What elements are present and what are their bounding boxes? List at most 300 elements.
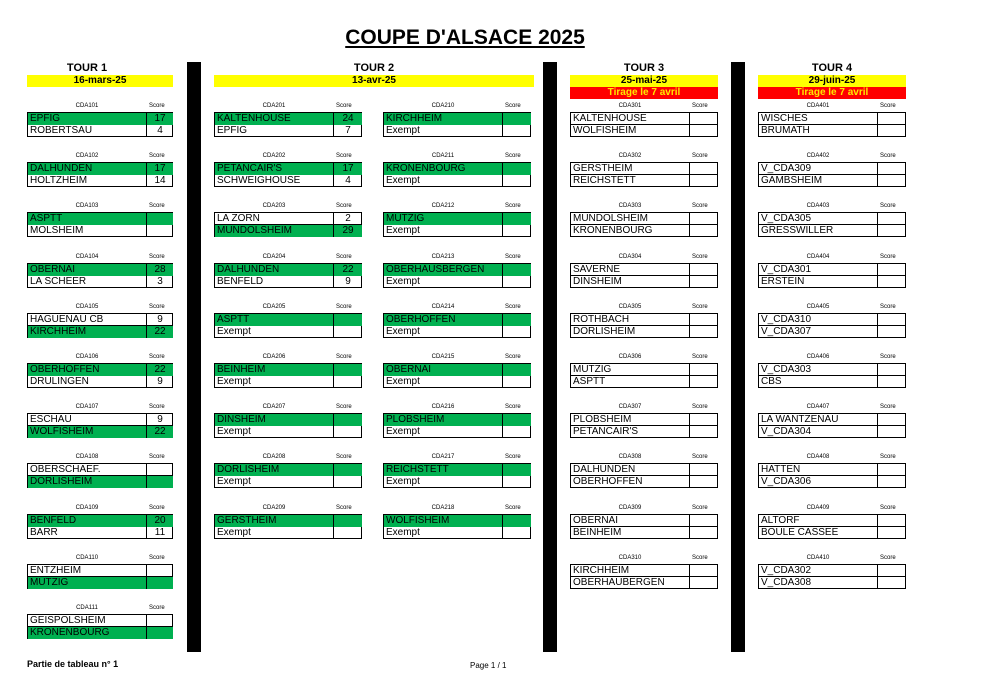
team-row bbox=[759, 565, 905, 577]
match-code: CDA209 bbox=[262, 505, 286, 511]
team-row bbox=[571, 175, 717, 187]
team-score: 3 bbox=[146, 276, 173, 288]
team-row bbox=[571, 414, 717, 426]
team-name: OBERHAUSBERGEN bbox=[384, 264, 502, 276]
team-name: ESCHAU bbox=[30, 414, 72, 425]
team-row bbox=[571, 515, 717, 527]
match-code: CDA407 bbox=[806, 404, 830, 410]
team-row bbox=[384, 476, 530, 488]
team-score bbox=[877, 414, 906, 426]
team-score bbox=[689, 414, 718, 426]
score-header: Score bbox=[880, 304, 896, 310]
team-name: V_CDA309 bbox=[761, 163, 812, 174]
team-row bbox=[384, 175, 530, 187]
team-score bbox=[502, 264, 531, 276]
team-name: PLOBSHEIM bbox=[573, 414, 632, 425]
match-box bbox=[214, 463, 362, 488]
team-name: OBERNAI bbox=[28, 264, 146, 276]
score-header: Score bbox=[692, 203, 708, 209]
score-header: Score bbox=[505, 354, 521, 360]
score-header: Score bbox=[692, 454, 708, 460]
tour-3-date: 25-mai-25 bbox=[570, 75, 718, 87]
tour-2-date: 13-avr-25 bbox=[214, 75, 534, 87]
team-name: KIRCHHEIM bbox=[384, 113, 502, 125]
match-box bbox=[758, 514, 906, 539]
team-score: 2 bbox=[333, 213, 362, 225]
match-box bbox=[214, 313, 362, 338]
tour-2-label: TOUR 2 bbox=[353, 62, 395, 74]
match-box bbox=[214, 413, 362, 438]
team-name: WISCHES bbox=[761, 113, 808, 124]
team-name: KIRCHHEIM bbox=[28, 326, 146, 338]
team-score bbox=[502, 163, 531, 175]
match-code: CDA111 bbox=[76, 605, 98, 611]
match-box bbox=[758, 313, 906, 338]
score-header: Score bbox=[336, 103, 352, 109]
team-row bbox=[215, 276, 361, 288]
match-box bbox=[383, 514, 531, 539]
team-score bbox=[877, 515, 906, 527]
team-row bbox=[759, 264, 905, 276]
match-code: CDA303 bbox=[618, 203, 642, 209]
team-row bbox=[571, 314, 717, 326]
team-row bbox=[384, 414, 530, 426]
team-row bbox=[215, 213, 361, 225]
team-row bbox=[759, 476, 905, 488]
team-row bbox=[759, 175, 905, 187]
team-name: GERSTHEIM bbox=[215, 515, 333, 527]
team-row bbox=[28, 326, 172, 338]
match-code: CDA217 bbox=[431, 454, 455, 460]
score-header: Score bbox=[336, 404, 352, 410]
team-row bbox=[215, 426, 361, 438]
team-name: V_CDA301 bbox=[761, 264, 812, 275]
match-code: CDA304 bbox=[618, 254, 642, 260]
team-row bbox=[215, 175, 361, 187]
match-box bbox=[383, 263, 531, 288]
match-code: CDA309 bbox=[618, 505, 642, 511]
team-name: GEISPOLSHEIM bbox=[30, 615, 106, 626]
team-score bbox=[877, 464, 906, 476]
score-header: Score bbox=[149, 254, 165, 260]
team-score bbox=[333, 476, 362, 488]
team-row bbox=[759, 376, 905, 388]
team-row bbox=[571, 163, 717, 175]
column-separator bbox=[187, 62, 201, 652]
match-code: CDA108 bbox=[75, 454, 99, 460]
match-box bbox=[214, 263, 362, 288]
team-name: EPFIG bbox=[217, 125, 248, 136]
team-score: 17 bbox=[333, 163, 362, 175]
match-box bbox=[27, 212, 173, 237]
match-box bbox=[383, 363, 531, 388]
team-name: ASPTT bbox=[215, 314, 333, 326]
team-name: Exempt bbox=[386, 476, 420, 487]
team-name: BEINHEIM bbox=[215, 364, 333, 376]
match-code: CDA204 bbox=[262, 254, 286, 260]
team-row bbox=[384, 426, 530, 438]
team-score bbox=[877, 426, 906, 438]
team-score bbox=[146, 464, 173, 476]
team-row bbox=[571, 225, 717, 237]
team-name: Exempt bbox=[386, 527, 420, 538]
team-row bbox=[28, 527, 172, 539]
team-row bbox=[28, 426, 172, 438]
match-code: CDA213 bbox=[431, 254, 455, 260]
match-box bbox=[383, 162, 531, 187]
team-name: MOLSHEIM bbox=[30, 225, 84, 236]
team-name: V_CDA305 bbox=[761, 213, 812, 224]
team-row bbox=[571, 364, 717, 376]
team-row bbox=[28, 577, 172, 589]
team-name: OBERHOFFEN bbox=[28, 364, 146, 376]
team-score: 14 bbox=[146, 175, 173, 187]
match-code: CDA212 bbox=[431, 203, 455, 209]
match-box bbox=[570, 212, 718, 237]
team-name: OBERNAI bbox=[573, 515, 619, 526]
team-score bbox=[877, 476, 906, 488]
team-row bbox=[759, 326, 905, 338]
team-row bbox=[28, 476, 172, 488]
team-score bbox=[146, 213, 173, 225]
footer-page-number: Page 1 / 1 bbox=[470, 661, 507, 670]
match-code: CDA410 bbox=[806, 555, 830, 561]
match-code: CDA308 bbox=[618, 454, 642, 460]
team-name: DALHUNDEN bbox=[573, 464, 636, 475]
team-score bbox=[689, 476, 718, 488]
team-score bbox=[689, 326, 718, 338]
team-score bbox=[502, 175, 531, 187]
team-score bbox=[689, 515, 718, 527]
team-row bbox=[384, 113, 530, 125]
team-name: DINSHEIM bbox=[215, 414, 333, 426]
match-box bbox=[27, 413, 173, 438]
match-box bbox=[27, 112, 173, 137]
team-row bbox=[215, 527, 361, 539]
match-code: CDA405 bbox=[806, 304, 830, 310]
score-header: Score bbox=[880, 103, 896, 109]
match-box bbox=[27, 514, 173, 539]
team-name: Exempt bbox=[217, 326, 251, 337]
tour-3-label: TOUR 3 bbox=[623, 62, 665, 74]
match-code: CDA403 bbox=[806, 203, 830, 209]
team-score bbox=[146, 627, 173, 639]
match-code: CDA206 bbox=[262, 354, 286, 360]
team-score bbox=[146, 615, 173, 627]
team-score bbox=[877, 527, 906, 539]
team-name: Exempt bbox=[386, 125, 420, 136]
team-row bbox=[384, 527, 530, 539]
team-name: KRONENBOURG bbox=[384, 163, 502, 175]
team-name: OBERHOFFEN bbox=[573, 476, 643, 487]
team-score bbox=[877, 225, 906, 237]
team-name: DALHUNDEN bbox=[28, 163, 146, 175]
team-row bbox=[28, 175, 172, 187]
team-row bbox=[215, 364, 361, 376]
team-score: 24 bbox=[333, 113, 362, 125]
team-row bbox=[759, 276, 905, 288]
match-box bbox=[383, 112, 531, 137]
team-name: Exempt bbox=[217, 376, 251, 387]
team-score bbox=[333, 527, 362, 539]
match-code: CDA102 bbox=[75, 153, 99, 159]
team-row bbox=[759, 464, 905, 476]
match-box bbox=[570, 162, 718, 187]
team-score bbox=[877, 326, 906, 338]
team-name: BARR bbox=[30, 527, 58, 538]
match-code: CDA306 bbox=[618, 354, 642, 360]
score-header: Score bbox=[149, 404, 165, 410]
team-name: GAMBSHEIM bbox=[761, 175, 823, 186]
score-header: Score bbox=[149, 605, 165, 611]
team-row bbox=[28, 615, 172, 627]
team-score bbox=[877, 364, 906, 376]
tour-3-draw-date: Tirage le 7 avril bbox=[570, 87, 718, 99]
team-row bbox=[384, 326, 530, 338]
score-header: Score bbox=[505, 254, 521, 260]
team-row bbox=[759, 364, 905, 376]
score-header: Score bbox=[692, 254, 708, 260]
match-code: CDA207 bbox=[262, 404, 286, 410]
score-header: Score bbox=[880, 404, 896, 410]
team-name: KRONENBOURG bbox=[28, 627, 146, 639]
team-name: OBERNAI bbox=[384, 364, 502, 376]
team-name: BENFELD bbox=[28, 515, 146, 527]
match-code: CDA103 bbox=[75, 203, 99, 209]
team-score bbox=[333, 376, 362, 388]
team-name: LA WANTZENAU bbox=[761, 414, 839, 425]
team-name: OBERHAUBERGEN bbox=[573, 577, 665, 588]
team-row bbox=[28, 125, 172, 137]
team-score: 9 bbox=[146, 376, 173, 388]
team-row bbox=[759, 125, 905, 137]
team-name: BEINHEIM bbox=[573, 527, 622, 538]
match-code: CDA409 bbox=[806, 505, 830, 511]
score-header: Score bbox=[336, 254, 352, 260]
team-score bbox=[689, 527, 718, 539]
team-name: OBERHOFFEN bbox=[384, 314, 502, 326]
team-name: LA ZORN bbox=[217, 213, 260, 224]
team-name: EPFIG bbox=[28, 113, 146, 125]
team-name: DORLISHEIM bbox=[28, 476, 146, 488]
team-name: BRUMATH bbox=[761, 125, 810, 136]
match-code: CDA404 bbox=[806, 254, 830, 260]
team-score bbox=[333, 426, 362, 438]
score-header: Score bbox=[692, 555, 708, 561]
match-box bbox=[758, 363, 906, 388]
match-code: CDA310 bbox=[618, 555, 642, 561]
match-code: CDA402 bbox=[806, 153, 830, 159]
team-name: V_CDA310 bbox=[761, 314, 812, 325]
score-header: Score bbox=[692, 153, 708, 159]
team-row bbox=[28, 565, 172, 577]
team-name: REICHSTETT bbox=[573, 175, 636, 186]
team-score bbox=[333, 314, 362, 326]
match-box bbox=[27, 363, 173, 388]
match-code: CDA211 bbox=[431, 153, 455, 159]
score-header: Score bbox=[505, 404, 521, 410]
team-row bbox=[571, 376, 717, 388]
team-name: DINSHEIM bbox=[573, 276, 622, 287]
team-name: OBERSCHAEF. bbox=[30, 464, 101, 475]
match-box bbox=[758, 463, 906, 488]
team-score: 22 bbox=[146, 426, 173, 438]
team-score: 22 bbox=[146, 364, 173, 376]
team-row bbox=[28, 515, 172, 527]
team-score bbox=[502, 376, 531, 388]
team-row bbox=[215, 515, 361, 527]
team-name: GERSTHEIM bbox=[573, 163, 633, 174]
footer-part-label: Partie de tableau n° 1 bbox=[27, 659, 119, 669]
team-row bbox=[28, 364, 172, 376]
team-score bbox=[877, 113, 906, 125]
team-row bbox=[384, 376, 530, 388]
team-name: WOLFISHEIM bbox=[384, 515, 502, 527]
team-row bbox=[759, 577, 905, 589]
team-score bbox=[689, 577, 718, 589]
tour-1-date: 16-mars-25 bbox=[27, 75, 173, 87]
team-row bbox=[384, 264, 530, 276]
score-header: Score bbox=[880, 153, 896, 159]
team-row bbox=[215, 163, 361, 175]
team-name: V_CDA307 bbox=[761, 326, 812, 337]
match-code: CDA203 bbox=[262, 203, 286, 209]
team-name: DORLISHEIM bbox=[573, 326, 636, 337]
team-name: REICHSTETT bbox=[384, 464, 502, 476]
score-header: Score bbox=[505, 304, 521, 310]
team-score bbox=[333, 326, 362, 338]
team-name: DRULINGEN bbox=[30, 376, 89, 387]
team-row bbox=[215, 326, 361, 338]
team-row bbox=[215, 113, 361, 125]
team-name: Exempt bbox=[386, 276, 420, 287]
score-header: Score bbox=[336, 354, 352, 360]
team-row bbox=[215, 414, 361, 426]
team-name: DALHUNDEN bbox=[215, 264, 333, 276]
match-code: CDA215 bbox=[431, 354, 455, 360]
score-header: Score bbox=[336, 454, 352, 460]
match-box bbox=[27, 162, 173, 187]
team-name: ASPTT bbox=[573, 376, 606, 387]
team-score bbox=[502, 213, 531, 225]
team-score bbox=[689, 464, 718, 476]
score-header: Score bbox=[692, 304, 708, 310]
team-row bbox=[28, 163, 172, 175]
score-header: Score bbox=[149, 354, 165, 360]
team-name: ERSTEIN bbox=[761, 276, 805, 287]
team-row bbox=[571, 326, 717, 338]
team-name: ASPTT bbox=[28, 213, 146, 225]
score-header: Score bbox=[505, 505, 521, 511]
match-box bbox=[758, 263, 906, 288]
match-code: CDA201 bbox=[262, 103, 286, 109]
team-row bbox=[571, 113, 717, 125]
team-row bbox=[28, 213, 172, 225]
team-score bbox=[333, 464, 362, 476]
team-score bbox=[502, 125, 531, 137]
team-name: KALTENHOUSE bbox=[215, 113, 333, 125]
match-box bbox=[27, 614, 173, 639]
match-code: CDA202 bbox=[262, 153, 286, 159]
team-row bbox=[384, 464, 530, 476]
team-name: Exempt bbox=[386, 426, 420, 437]
match-code: CDA208 bbox=[262, 454, 286, 460]
team-row bbox=[759, 515, 905, 527]
team-name: Exempt bbox=[217, 527, 251, 538]
score-header: Score bbox=[336, 203, 352, 209]
team-row bbox=[384, 213, 530, 225]
team-name: SCHWEIGHOUSE bbox=[217, 175, 301, 186]
score-header: Score bbox=[149, 505, 165, 511]
team-score: 28 bbox=[146, 264, 173, 276]
team-row bbox=[571, 426, 717, 438]
team-score bbox=[689, 163, 718, 175]
match-code: CDA408 bbox=[806, 454, 830, 460]
match-box bbox=[570, 413, 718, 438]
match-code: CDA214 bbox=[431, 304, 455, 310]
match-code: CDA301 bbox=[618, 103, 642, 109]
column-separator bbox=[731, 62, 745, 652]
team-row bbox=[28, 264, 172, 276]
match-box bbox=[383, 313, 531, 338]
team-row bbox=[215, 225, 361, 237]
team-score bbox=[502, 113, 531, 125]
team-row bbox=[28, 627, 172, 639]
team-score bbox=[502, 314, 531, 326]
team-row bbox=[571, 276, 717, 288]
match-box bbox=[758, 162, 906, 187]
team-name: Exempt bbox=[386, 376, 420, 387]
tour-4-date: 29-juin-25 bbox=[758, 75, 906, 87]
score-header: Score bbox=[505, 153, 521, 159]
match-box bbox=[758, 413, 906, 438]
team-row bbox=[571, 264, 717, 276]
team-row bbox=[759, 414, 905, 426]
team-name: BOULE CASSEE bbox=[761, 527, 839, 538]
team-name: V_CDA304 bbox=[761, 426, 812, 437]
team-score bbox=[502, 426, 531, 438]
team-score bbox=[689, 264, 718, 276]
match-box bbox=[214, 112, 362, 137]
team-row bbox=[571, 577, 717, 589]
team-score: 20 bbox=[146, 515, 173, 527]
match-code: CDA101 bbox=[75, 103, 99, 109]
team-score bbox=[146, 476, 173, 488]
team-row bbox=[571, 213, 717, 225]
team-score bbox=[502, 476, 531, 488]
match-code: CDA302 bbox=[618, 153, 642, 159]
tour-4-label: TOUR 4 bbox=[811, 62, 853, 74]
score-header: Score bbox=[149, 153, 165, 159]
match-code: CDA205 bbox=[262, 304, 286, 310]
team-score bbox=[502, 527, 531, 539]
score-header: Score bbox=[505, 203, 521, 209]
team-row bbox=[215, 376, 361, 388]
team-score bbox=[146, 565, 173, 577]
score-header: Score bbox=[692, 103, 708, 109]
team-name: HOLTZHEIM bbox=[30, 175, 88, 186]
team-name: HATTEN bbox=[761, 464, 801, 475]
match-box bbox=[27, 313, 173, 338]
team-score bbox=[333, 414, 362, 426]
score-header: Score bbox=[880, 555, 896, 561]
match-box bbox=[383, 463, 531, 488]
team-name: KRONENBOURG bbox=[573, 225, 653, 236]
match-box bbox=[27, 463, 173, 488]
team-name: MUNDOLSHEIM bbox=[573, 213, 649, 224]
team-score bbox=[877, 264, 906, 276]
team-score bbox=[877, 565, 906, 577]
